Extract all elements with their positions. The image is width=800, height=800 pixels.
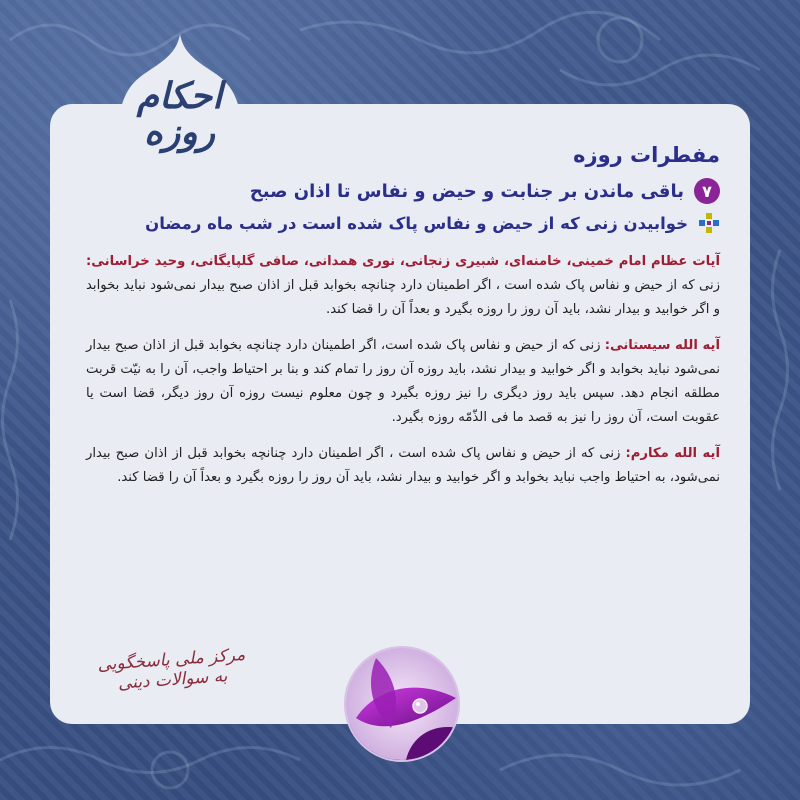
item-number-badge: ۷ — [694, 178, 720, 204]
item-title: باقی ماندن بر جنابت و حیض و نفاس تا اذان صبح — [249, 180, 684, 202]
ruling-authorities: آیه الله سیستانی: — [604, 338, 720, 353]
ruling-paragraph — [86, 334, 720, 430]
flower-illustration — [346, 648, 458, 760]
main-content — [86, 140, 720, 502]
ruling-authorities: آیات عظام امام خمینی، خامنه‌ای، شبیری زنجانی، نوری همدانی، صافی گلپایگانی، وحید خراسانی: — [86, 254, 720, 269]
flower-image — [344, 646, 460, 762]
subitem-heading — [86, 212, 720, 234]
item-heading — [86, 178, 720, 204]
subitem-title: خوابیدن زنی که از حیض و نفاس پاک شده است در شب ماه رمضان — [145, 213, 688, 233]
section-title: مفطرات روزه — [573, 143, 720, 167]
diamond-bullet-icon — [698, 212, 720, 234]
logo-title: احکام روزه — [136, 75, 223, 153]
center-signature: مرکز ملی پاسخگویی به سوالات دینی — [96, 644, 246, 694]
ruling-text: زنی که از حیض و نفاس پاک شده است ، اگر اطمینان دارد چنانچه بخوابد قبل از اذان صبح بیدار نمی‌شود، به احتیاط واجب نباید بخوابد و اگر خوابید و بیدار نشد، باید آن روز را روزه بگیرد و بعداً آن را قضا کند. — [86, 446, 720, 485]
ruling-text: زنی که از حیض و نفاس پاک شده است ، اگر اطمینان دارد چنانچه بخوابد قبل از اذان صبح بیدار نمی‌شود نباید بخوابد و اگر خوابید و بیدار نشد، باید آن روز را روزه بگیرد و بعداً آن را قضا کند. — [86, 278, 720, 317]
ruling-authorities: آیه الله مکارم: — [625, 446, 720, 461]
ruling-paragraph — [86, 442, 720, 490]
ruling-paragraph — [86, 250, 720, 322]
ruling-text: زنی که از حیض و نفاس پاک شده است، اگر اطمینان دارد چنانچه بخوابد قبل از اذان صبح بیدار نمی‌شود نباید بخوابد و اگر خوابید و بیدار نشد، باید روزه آن روز را تمام کند و بنا بر احتیاط واجب، آن را به نیّت قربت مطلقه انجام دهد. سپس باید روز دیگری را نیز روزه بگیرد و چون معلوم نیست روزه آن روز دیگر، قضا است یا عقوبت است، آن روز را نیز به قصد ما فی الذّمّه روزه بگیرد. — [86, 338, 720, 425]
